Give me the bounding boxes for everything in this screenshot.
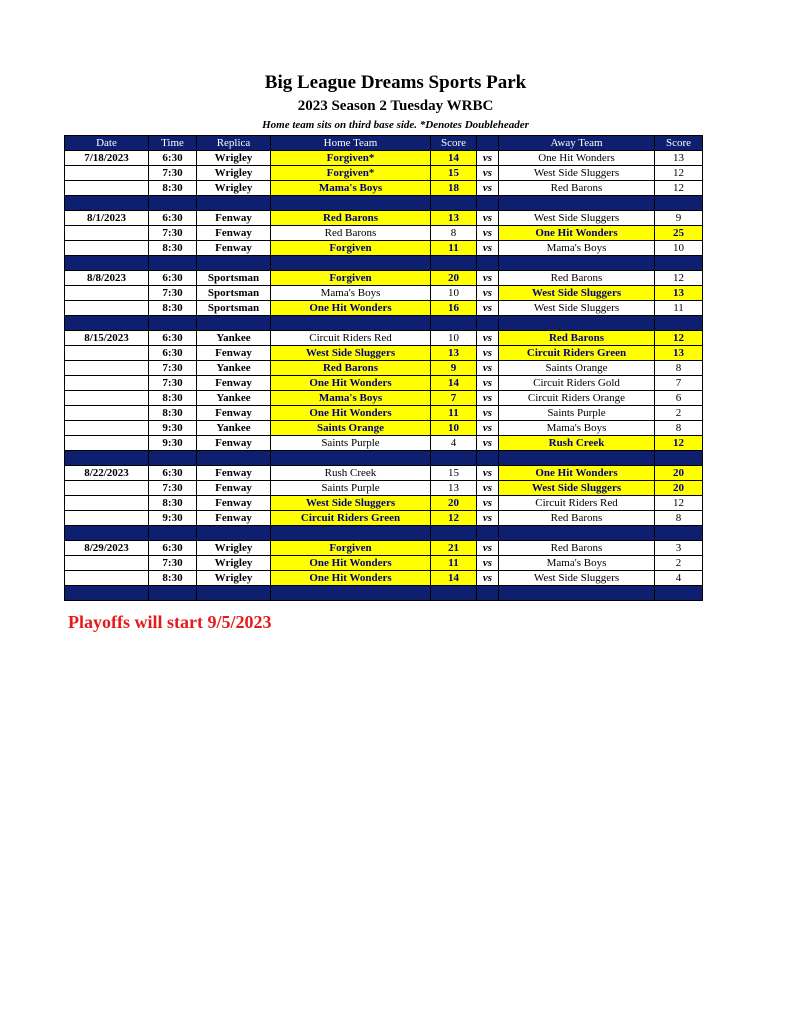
cell-home-score: 11 (431, 556, 477, 571)
cell-away-score: 8 (655, 361, 703, 376)
table-row (65, 166, 703, 181)
week-separator-row (65, 586, 703, 601)
week-separator-row (65, 196, 703, 211)
separator-cell (655, 196, 703, 211)
cell-field: Sportsman (197, 301, 271, 316)
cell-away-score: 6 (655, 391, 703, 406)
cell-time: 8:30 (149, 301, 197, 316)
table-row (65, 346, 703, 361)
cell-home-score: 11 (431, 241, 477, 256)
cell-away-team: Mama's Boys (499, 556, 655, 571)
cell-home-team: Mama's Boys (271, 391, 431, 406)
cell-date (65, 376, 149, 391)
cell-time: 7:30 (149, 226, 197, 241)
separator-cell (655, 316, 703, 331)
cell-away-score: 12 (655, 271, 703, 286)
separator-cell (655, 256, 703, 271)
cell-field: Wrigley (197, 181, 271, 196)
cell-away-team: Circuit Riders Red (499, 496, 655, 511)
table-row (65, 241, 703, 256)
cell-vs: vs (477, 166, 499, 181)
cell-away-team: One Hit Wonders (499, 466, 655, 481)
schedule-body (65, 151, 703, 601)
cell-time: 6:30 (149, 331, 197, 346)
cell-home-team: Forgiven (271, 541, 431, 556)
cell-field: Yankee (197, 391, 271, 406)
cell-home-score: 14 (431, 151, 477, 166)
separator-cell (197, 586, 271, 601)
cell-field: Wrigley (197, 151, 271, 166)
cell-vs: vs (477, 226, 499, 241)
cell-field: Wrigley (197, 166, 271, 181)
cell-away-team: Red Barons (499, 271, 655, 286)
cell-home-team: Mama's Boys (271, 286, 431, 301)
cell-home-team: Saints Purple (271, 436, 431, 451)
cell-date (65, 421, 149, 436)
table-row (65, 436, 703, 451)
cell-home-score: 18 (431, 181, 477, 196)
separator-cell (197, 526, 271, 541)
cell-date (65, 301, 149, 316)
cell-home-score: 11 (431, 406, 477, 421)
cell-time: 7:30 (149, 166, 197, 181)
cell-away-team: Rush Creek (499, 436, 655, 451)
cell-home-team: One Hit Wonders (271, 301, 431, 316)
cell-home-team: Forgiven* (271, 166, 431, 181)
table-row (65, 541, 703, 556)
cell-time: 6:30 (149, 541, 197, 556)
separator-cell (499, 526, 655, 541)
cell-field: Fenway (197, 466, 271, 481)
cell-field: Yankee (197, 421, 271, 436)
cell-time: 9:30 (149, 436, 197, 451)
cell-date: 8/22/2023 (65, 466, 149, 481)
table-row (65, 496, 703, 511)
cell-vs: vs (477, 151, 499, 166)
separator-cell (149, 586, 197, 601)
cell-date: 8/29/2023 (65, 541, 149, 556)
cell-home-team: Mama's Boys (271, 181, 431, 196)
week-separator-row (65, 451, 703, 466)
separator-cell (655, 526, 703, 541)
cell-date (65, 511, 149, 526)
cell-vs: vs (477, 241, 499, 256)
cell-date (65, 556, 149, 571)
table-row (65, 406, 703, 421)
cell-home-score: 4 (431, 436, 477, 451)
separator-cell (499, 316, 655, 331)
col-header-away-score: Score (655, 136, 703, 151)
cell-vs: vs (477, 541, 499, 556)
week-separator-row (65, 526, 703, 541)
cell-home-score: 7 (431, 391, 477, 406)
cell-field: Sportsman (197, 286, 271, 301)
cell-vs: vs (477, 556, 499, 571)
cell-vs: vs (477, 301, 499, 316)
cell-date (65, 391, 149, 406)
cell-vs: vs (477, 406, 499, 421)
separator-cell (477, 526, 499, 541)
cell-away-team: Red Barons (499, 331, 655, 346)
cell-vs: vs (477, 571, 499, 586)
cell-date: 8/15/2023 (65, 331, 149, 346)
cell-time: 6:30 (149, 151, 197, 166)
cell-vs: vs (477, 271, 499, 286)
cell-home-score: 12 (431, 511, 477, 526)
separator-cell (477, 196, 499, 211)
cell-date (65, 166, 149, 181)
separator-cell (197, 256, 271, 271)
cell-home-team: Forgiven (271, 271, 431, 286)
week-separator-row (65, 256, 703, 271)
cell-time: 7:30 (149, 556, 197, 571)
cell-time: 7:30 (149, 286, 197, 301)
cell-away-team: Saints Orange (499, 361, 655, 376)
table-row (65, 211, 703, 226)
table-row (65, 376, 703, 391)
cell-vs: vs (477, 421, 499, 436)
cell-away-team: Red Barons (499, 541, 655, 556)
cell-away-score: 11 (655, 301, 703, 316)
cell-field: Fenway (197, 511, 271, 526)
cell-date (65, 241, 149, 256)
separator-cell (499, 586, 655, 601)
separator-cell (149, 451, 197, 466)
cell-time: 9:30 (149, 511, 197, 526)
cell-home-team: One Hit Wonders (271, 406, 431, 421)
table-row (65, 466, 703, 481)
cell-away-score: 2 (655, 406, 703, 421)
cell-home-team: One Hit Wonders (271, 571, 431, 586)
cell-date (65, 181, 149, 196)
cell-home-score: 13 (431, 346, 477, 361)
cell-away-score: 12 (655, 331, 703, 346)
separator-cell (499, 451, 655, 466)
cell-time: 8:30 (149, 571, 197, 586)
separator-cell (65, 451, 149, 466)
separator-cell (477, 316, 499, 331)
cell-field: Fenway (197, 376, 271, 391)
col-header-away-team: Away Team (499, 136, 655, 151)
cell-away-team: Circuit Riders Green (499, 346, 655, 361)
separator-cell (65, 586, 149, 601)
cell-field: Fenway (197, 226, 271, 241)
cell-vs: vs (477, 466, 499, 481)
separator-cell (65, 316, 149, 331)
col-header-home-team: Home Team (271, 136, 431, 151)
table-row (65, 481, 703, 496)
cell-away-team: West Side Sluggers (499, 286, 655, 301)
cell-home-team: Red Barons (271, 211, 431, 226)
col-header-time: Time (149, 136, 197, 151)
cell-away-score: 12 (655, 181, 703, 196)
cell-vs: vs (477, 346, 499, 361)
cell-vs: vs (477, 391, 499, 406)
col-header-replica: Replica (197, 136, 271, 151)
cell-away-team: Circuit Riders Orange (499, 391, 655, 406)
separator-cell (477, 256, 499, 271)
cell-away-team: Mama's Boys (499, 421, 655, 436)
cell-field: Fenway (197, 436, 271, 451)
separator-cell (499, 256, 655, 271)
cell-away-team: West Side Sluggers (499, 571, 655, 586)
schedule-table (64, 135, 703, 601)
cell-home-score: 14 (431, 571, 477, 586)
cell-field: Yankee (197, 361, 271, 376)
cell-home-team: Saints Orange (271, 421, 431, 436)
separator-cell (271, 526, 431, 541)
col-header-home-score: Score (431, 136, 477, 151)
cell-time: 7:30 (149, 481, 197, 496)
cell-away-team: Saints Purple (499, 406, 655, 421)
cell-vs: vs (477, 181, 499, 196)
cell-home-score: 10 (431, 286, 477, 301)
cell-home-team: Forgiven* (271, 151, 431, 166)
cell-home-score: 14 (431, 376, 477, 391)
cell-field: Wrigley (197, 556, 271, 571)
separator-cell (271, 451, 431, 466)
cell-date: 8/8/2023 (65, 271, 149, 286)
separator-cell (149, 526, 197, 541)
separator-cell (477, 451, 499, 466)
playoffs-notice: Playoffs will start 9/5/2023 (68, 612, 272, 632)
table-row (65, 286, 703, 301)
separator-cell (149, 196, 197, 211)
cell-home-score: 13 (431, 481, 477, 496)
cell-away-score: 10 (655, 241, 703, 256)
cell-away-score: 8 (655, 511, 703, 526)
table-row (65, 226, 703, 241)
cell-home-score: 15 (431, 466, 477, 481)
cell-away-score: 12 (655, 436, 703, 451)
cell-home-team: West Side Sluggers (271, 346, 431, 361)
cell-away-score: 4 (655, 571, 703, 586)
cell-away-team: Red Barons (499, 181, 655, 196)
cell-away-team: Red Barons (499, 511, 655, 526)
week-separator-row (65, 316, 703, 331)
cell-away-score: 13 (655, 286, 703, 301)
separator-cell (271, 196, 431, 211)
cell-home-score: 13 (431, 211, 477, 226)
cell-time: 6:30 (149, 346, 197, 361)
schedule-note: Home team sits on third base side. *Denotes Doubleheader (262, 119, 529, 131)
table-row (65, 181, 703, 196)
cell-away-score: 13 (655, 151, 703, 166)
cell-away-score: 3 (655, 541, 703, 556)
cell-away-score: 7 (655, 376, 703, 391)
cell-home-team: Saints Purple (271, 481, 431, 496)
cell-home-team: Red Barons (271, 226, 431, 241)
table-row (65, 361, 703, 376)
table-row (65, 391, 703, 406)
separator-cell (197, 196, 271, 211)
cell-field: Fenway (197, 211, 271, 226)
cell-home-score: 16 (431, 301, 477, 316)
cell-date (65, 346, 149, 361)
page-title: Big League Dreams Sports Park (264, 72, 527, 93)
cell-date (65, 496, 149, 511)
table-row (65, 571, 703, 586)
separator-cell (65, 256, 149, 271)
cell-away-score: 13 (655, 346, 703, 361)
cell-home-team: Circuit Riders Red (271, 331, 431, 346)
cell-away-score: 8 (655, 421, 703, 436)
cell-time: 8:30 (149, 241, 197, 256)
cell-vs: vs (477, 286, 499, 301)
cell-away-score: 20 (655, 466, 703, 481)
cell-time: 8:30 (149, 496, 197, 511)
cell-time: 7:30 (149, 376, 197, 391)
cell-time: 9:30 (149, 421, 197, 436)
table-row (65, 511, 703, 526)
separator-cell (431, 196, 477, 211)
cell-field: Fenway (197, 241, 271, 256)
cell-field: Yankee (197, 331, 271, 346)
cell-home-score: 8 (431, 226, 477, 241)
cell-away-score: 25 (655, 226, 703, 241)
cell-home-team: Forgiven (271, 241, 431, 256)
table-row (65, 301, 703, 316)
cell-date (65, 481, 149, 496)
separator-cell (499, 196, 655, 211)
separator-cell (197, 451, 271, 466)
cell-home-score: 21 (431, 541, 477, 556)
cell-field: Fenway (197, 496, 271, 511)
cell-away-score: 12 (655, 166, 703, 181)
cell-home-score: 15 (431, 166, 477, 181)
cell-field: Wrigley (197, 571, 271, 586)
separator-cell (197, 316, 271, 331)
cell-vs: vs (477, 211, 499, 226)
cell-home-team: One Hit Wonders (271, 376, 431, 391)
cell-date: 8/1/2023 (65, 211, 149, 226)
cell-date (65, 226, 149, 241)
cell-away-team: Circuit Riders Gold (499, 376, 655, 391)
cell-away-team: West Side Sluggers (499, 211, 655, 226)
cell-time: 6:30 (149, 466, 197, 481)
cell-away-score: 9 (655, 211, 703, 226)
cell-vs: vs (477, 496, 499, 511)
cell-away-score: 12 (655, 496, 703, 511)
cell-vs: vs (477, 376, 499, 391)
cell-date: 7/18/2023 (65, 151, 149, 166)
separator-cell (65, 526, 149, 541)
cell-home-score: 10 (431, 331, 477, 346)
cell-away-score: 2 (655, 556, 703, 571)
cell-home-team: West Side Sluggers (271, 496, 431, 511)
cell-home-team: Rush Creek (271, 466, 431, 481)
separator-cell (431, 256, 477, 271)
separator-cell (149, 316, 197, 331)
separator-cell (271, 256, 431, 271)
cell-vs: vs (477, 436, 499, 451)
table-row (65, 271, 703, 286)
cell-date (65, 571, 149, 586)
separator-cell (477, 586, 499, 601)
table-header-row (65, 136, 703, 151)
cell-vs: vs (477, 511, 499, 526)
cell-date (65, 286, 149, 301)
cell-home-score: 10 (431, 421, 477, 436)
cell-home-score: 20 (431, 271, 477, 286)
separator-cell (149, 256, 197, 271)
cell-time: 8:30 (149, 406, 197, 421)
col-header-vs (477, 136, 499, 151)
cell-time: 7:30 (149, 361, 197, 376)
cell-vs: vs (477, 331, 499, 346)
cell-field: Fenway (197, 346, 271, 361)
cell-home-team: Circuit Riders Green (271, 511, 431, 526)
cell-home-score: 20 (431, 496, 477, 511)
table-row (65, 151, 703, 166)
cell-date (65, 361, 149, 376)
cell-away-team: West Side Sluggers (499, 481, 655, 496)
separator-cell (431, 586, 477, 601)
cell-away-team: One Hit Wonders (499, 226, 655, 241)
cell-time: 8:30 (149, 181, 197, 196)
cell-field: Fenway (197, 481, 271, 496)
separator-cell (655, 451, 703, 466)
cell-time: 6:30 (149, 271, 197, 286)
cell-away-team: One Hit Wonders (499, 151, 655, 166)
page-subtitle: 2023 Season 2 Tuesday WRBC (297, 98, 494, 114)
cell-field: Fenway (197, 406, 271, 421)
separator-cell (431, 526, 477, 541)
cell-away-team: Mama's Boys (499, 241, 655, 256)
cell-vs: vs (477, 481, 499, 496)
separator-cell (431, 451, 477, 466)
cell-home-team: Red Barons (271, 361, 431, 376)
separator-cell (431, 316, 477, 331)
cell-time: 6:30 (149, 211, 197, 226)
cell-away-team: West Side Sluggers (499, 166, 655, 181)
cell-field: Wrigley (197, 541, 271, 556)
cell-home-score: 9 (431, 361, 477, 376)
cell-home-team: One Hit Wonders (271, 556, 431, 571)
separator-cell (271, 586, 431, 601)
cell-date (65, 406, 149, 421)
cell-time: 8:30 (149, 391, 197, 406)
cell-away-team: West Side Sluggers (499, 301, 655, 316)
table-row (65, 556, 703, 571)
cell-field: Sportsman (197, 271, 271, 286)
table-row (65, 421, 703, 436)
separator-cell (65, 196, 149, 211)
col-header-date: Date (65, 136, 149, 151)
cell-date (65, 436, 149, 451)
cell-away-score: 20 (655, 481, 703, 496)
cell-vs: vs (477, 361, 499, 376)
table-row (65, 331, 703, 346)
separator-cell (655, 586, 703, 601)
separator-cell (271, 316, 431, 331)
